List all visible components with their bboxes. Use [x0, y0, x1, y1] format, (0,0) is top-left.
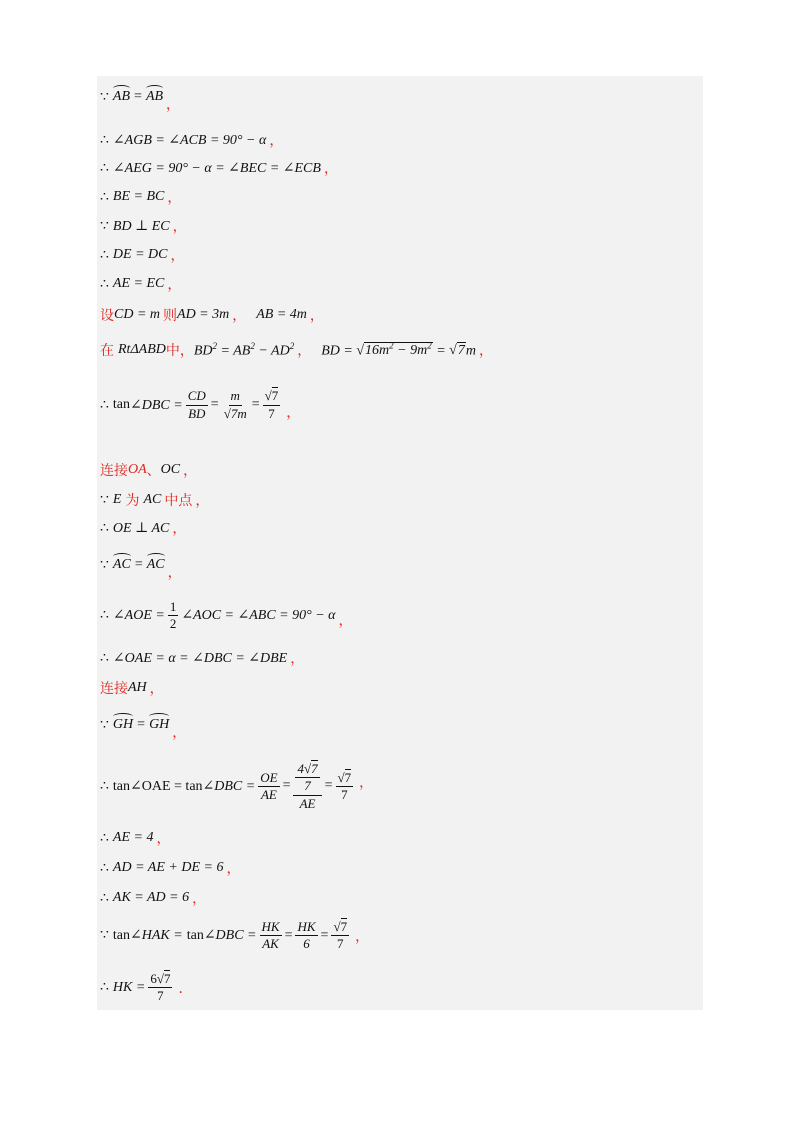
- let-cd: CD = m: [114, 307, 161, 322]
- comma: ，: [323, 162, 338, 177]
- let-ad: AD = 3m: [177, 307, 230, 322]
- comma: ，: [167, 566, 182, 581]
- line-18: ∵ GH = GH ，: [100, 717, 187, 741]
- therefore-symbol: ∴: [100, 608, 109, 624]
- statement: ∠OAE = α = ∠DBC = ∠DBE: [112, 650, 288, 666]
- line-20: [100, 828, 170, 848]
- arc-ab-left: AB: [112, 89, 131, 104]
- pythagoras: $BD^2 = AB^2 - AD^2$: [193, 340, 295, 359]
- statement: AD = AE + DE = 6: [112, 860, 224, 875]
- because-symbol: ∵: [100, 557, 109, 573]
- because-symbol: ∵: [100, 89, 109, 105]
- connect-label: 连接: [100, 681, 128, 697]
- arc-ac-left: AC: [112, 557, 131, 572]
- because-symbol: ∵: [100, 717, 109, 733]
- comma: ，: [309, 309, 324, 324]
- fraction: $\frac{\frac{4√7}{7}}{AE}$: [293, 762, 321, 811]
- comma: ，: [167, 278, 182, 293]
- comma: ，: [183, 464, 198, 479]
- therefore-symbol: ∴: [100, 778, 109, 794]
- line-2: [100, 130, 283, 150]
- line-24: ∴ HK = $\frac{6√7}{7}$ ．: [100, 971, 193, 1004]
- comma: ，: [167, 191, 182, 206]
- line-22: [100, 888, 206, 908]
- therefore-symbol: ∴: [100, 830, 109, 846]
- bd-value: BD = $√16m^2 - 9m^2 = √7m$: [321, 340, 476, 359]
- comma: ，: [290, 652, 305, 667]
- list-sep: 、: [146, 463, 161, 479]
- statement: ∠AEG = 90° − α = ∠BEC = ∠ECB: [112, 160, 321, 176]
- statement: ∠AGB = ∠ACB = 90° − α: [112, 132, 267, 148]
- comma: ，: [172, 726, 187, 741]
- comma: ，: [359, 776, 374, 792]
- comma: ，: [478, 344, 493, 359]
- segment-oa: OA: [128, 462, 147, 477]
- because-symbol: ∵: [100, 218, 109, 234]
- therefore-symbol: ∴: [100, 860, 109, 876]
- fraction: $\frac{HK}{6}$: [297, 919, 316, 952]
- fraction: $\frac{6√7}{7}$: [150, 971, 171, 1004]
- statement: BE = BC: [112, 189, 165, 204]
- comma: ，: [195, 494, 210, 509]
- line-12: [100, 490, 209, 510]
- fraction: $\frac{OE}{AE}$: [260, 769, 278, 802]
- fraction: $\frac{√7}{7}$: [337, 769, 352, 802]
- let-ab: AB = 4m: [256, 307, 307, 322]
- line-11: [100, 460, 197, 480]
- because-symbol: ∵: [100, 928, 109, 944]
- line-13: [100, 518, 186, 538]
- fraction: $\frac{HK}{AK}$: [261, 919, 280, 952]
- statement: AE = EC: [112, 276, 165, 291]
- comma: ，: [149, 682, 164, 697]
- line-15: ∴ ∠AOE = $\frac{1}{2}$ ∠AOC = ∠ABC = 90° − α ，: [100, 599, 353, 632]
- line-4: [100, 187, 181, 207]
- comma: ，: [156, 832, 171, 847]
- statement: DE = DC: [112, 247, 168, 262]
- therefore-symbol: ∴: [100, 890, 109, 906]
- line-23: ∵ tan ∠HAK = tan ∠DBC = $\frac{HK}{AK}$ = $\frac{HK}{6}$ = $\frac{√7}{7}$ ，: [100, 919, 370, 952]
- arc-ac-right: AC: [146, 557, 165, 572]
- fraction: $\frac{√7}{7}$: [264, 388, 279, 421]
- line-9: [100, 340, 493, 360]
- comma: ，: [170, 249, 185, 264]
- comma: ，: [355, 929, 370, 945]
- therefore-symbol: ∴: [100, 189, 109, 205]
- line-3: [100, 158, 338, 178]
- in-label: 在: [100, 343, 114, 359]
- therefore-symbol: ∴: [100, 650, 109, 666]
- statement: BD ⊥ EC: [112, 218, 170, 234]
- point-e: E: [112, 492, 122, 507]
- line-6: [100, 245, 184, 265]
- therefore-symbol: ∴: [100, 276, 109, 292]
- midpoint-label: 中点: [164, 493, 193, 509]
- therefore-symbol: ∴: [100, 247, 109, 263]
- therefore-symbol: ∴: [100, 397, 109, 413]
- statement: AE = 4: [112, 830, 154, 845]
- fraction: $\frac{1}{2}$: [169, 599, 177, 632]
- in-suffix: 中，: [165, 343, 194, 359]
- statement: AK = AD = 6: [112, 890, 190, 905]
- line-16: [100, 648, 304, 668]
- is-label: 为: [125, 493, 140, 509]
- arc-gh-left: GH: [112, 717, 134, 732]
- therefore-symbol: ∴: [100, 980, 109, 996]
- comma: ，: [297, 344, 312, 359]
- line-19: ∴ tan∠OAE = tan ∠DBC = $\frac{OE}{AE}$ = $\frac{\frac{4√7}{7}}{AE}$ = $\frac{√7}{7}$ ，: [100, 761, 374, 811]
- comma: ，: [192, 892, 207, 907]
- comma: ，: [232, 309, 247, 324]
- let-label: 设: [100, 308, 114, 324]
- segment-ah: AH: [128, 680, 147, 695]
- segment-oc: OC: [160, 462, 181, 477]
- arc-gh-right: GH: [149, 717, 170, 732]
- connect-label: 连接: [100, 463, 128, 479]
- line-14: ∵ AC = AC ，: [100, 557, 182, 581]
- comma: ，: [172, 522, 187, 537]
- line-1: ∵ AB = AB ，: [100, 89, 181, 113]
- statement: OE ⊥ AC: [112, 520, 170, 536]
- line-8: [100, 305, 324, 325]
- then-label: 则: [163, 308, 178, 324]
- because-symbol: ∵: [100, 492, 109, 508]
- triangle-name: RtΔABD: [118, 342, 166, 357]
- fraction: $\frac{m}{√7m}$: [223, 388, 247, 421]
- line-7: [100, 274, 181, 294]
- comma: ，: [166, 98, 181, 113]
- line-17: [100, 678, 164, 698]
- arc-ab-right: AB: [145, 89, 164, 104]
- therefore-symbol: ∴: [100, 132, 109, 148]
- comma: ，: [172, 220, 187, 235]
- therefore-symbol: ∴: [100, 160, 109, 176]
- fraction: $\frac{CD}{BD}$: [187, 388, 206, 421]
- segment-ac: AC: [143, 492, 162, 507]
- line-21: [100, 858, 240, 878]
- comma: ，: [338, 613, 353, 629]
- therefore-symbol: ∴: [100, 520, 109, 536]
- fraction: $\frac{√7}{7}$: [333, 919, 348, 952]
- line-10: ∴ tan ∠DBC = $\frac{CD}{BD}$ = $\frac{m}{√7m}$ = $\frac{√7}{7}$ ，: [100, 388, 301, 421]
- period: ．: [178, 981, 193, 997]
- comma: ，: [226, 862, 241, 877]
- line-5: [100, 216, 187, 236]
- comma: ，: [286, 406, 301, 421]
- comma: ，: [269, 134, 284, 149]
